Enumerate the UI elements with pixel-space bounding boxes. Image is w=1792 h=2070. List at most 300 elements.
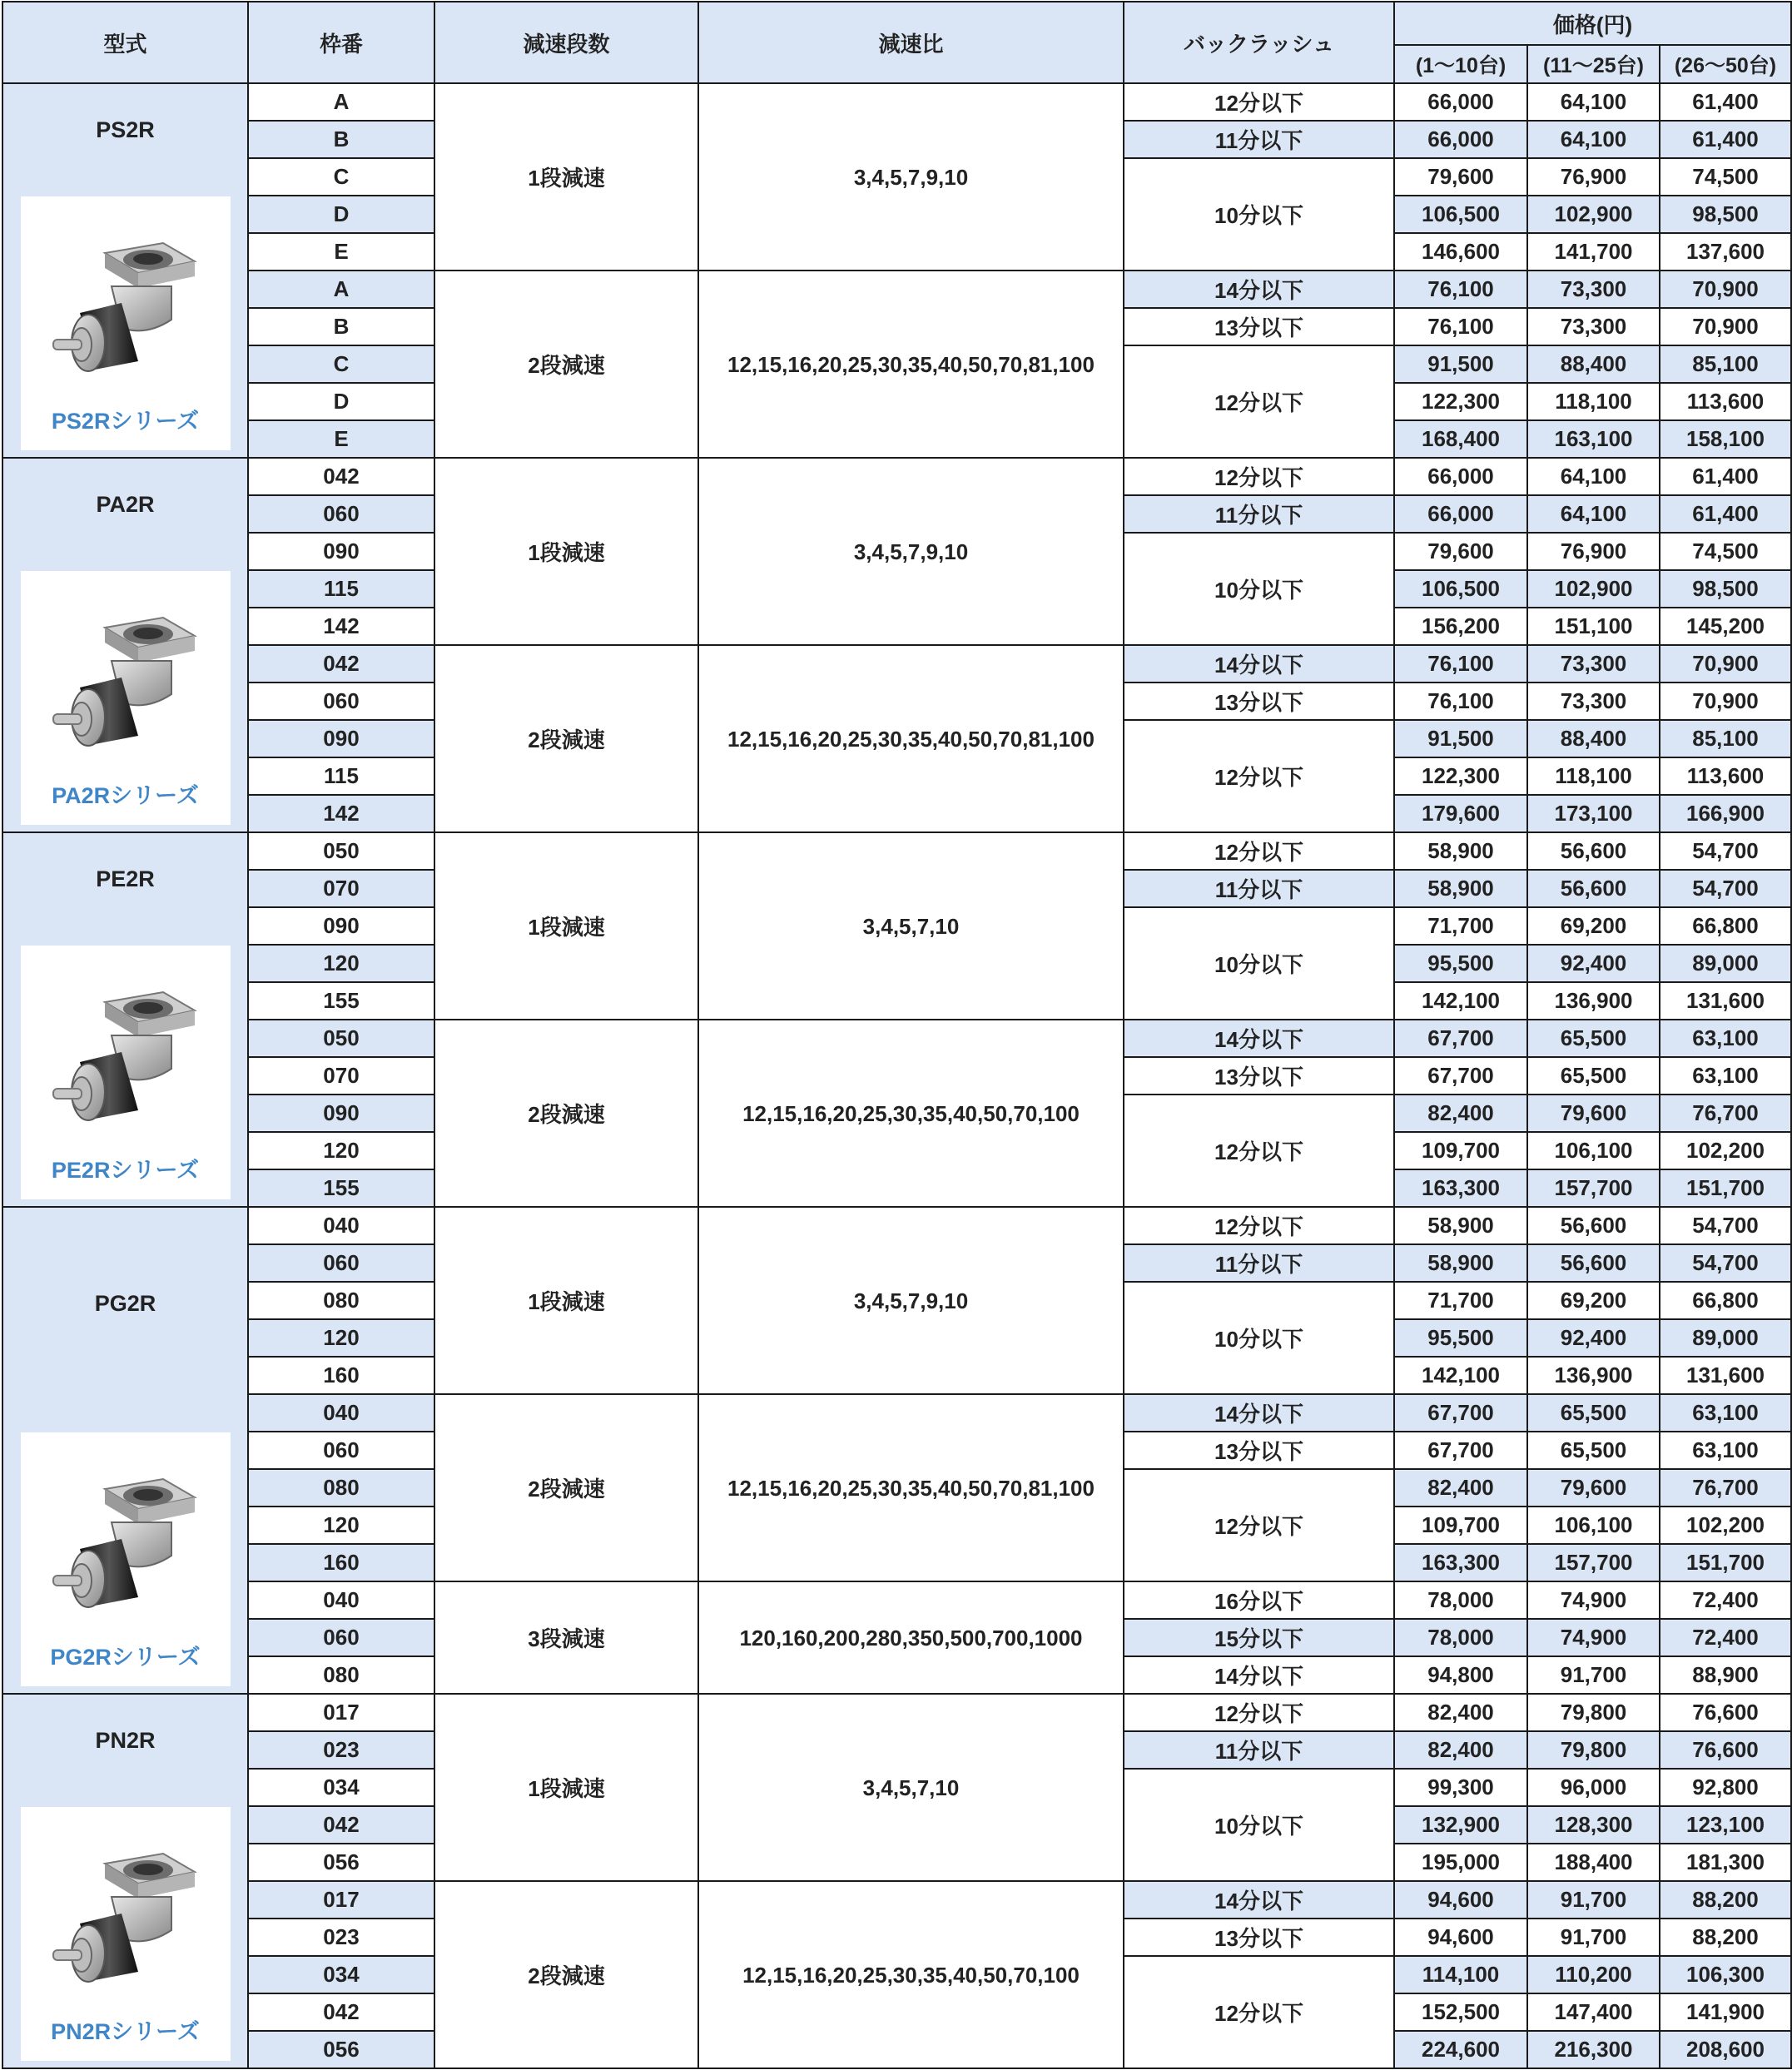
price-cell-26-50: 70,900	[1660, 683, 1791, 720]
price-cell-1-10: 79,600	[1394, 533, 1527, 570]
table-row	[2, 1694, 1791, 1731]
stage-cell: 1段減速	[434, 83, 698, 271]
frame-cell: 155	[248, 1169, 434, 1207]
backlash-cell: 11分以下	[1124, 870, 1394, 907]
price-cell-11-25: 173,100	[1527, 795, 1660, 832]
frame-cell: 040	[248, 1394, 434, 1432]
price-cell-1-10: 78,000	[1394, 1619, 1527, 1656]
ratio-cell: 12,15,16,20,25,30,35,40,50,70,100	[698, 1881, 1124, 2068]
price-cell-11-25: 76,900	[1527, 158, 1660, 196]
frame-cell: 155	[248, 982, 434, 1020]
frame-cell: 042	[248, 1993, 434, 2031]
backlash-cell: 11分以下	[1124, 495, 1394, 533]
ratio-cell: 12,15,16,20,25,30,35,40,50,70,81,100	[698, 271, 1124, 458]
backlash-cell: 14分以下	[1124, 1020, 1394, 1057]
price-cell-11-25: 92,400	[1527, 945, 1660, 982]
model-name: PS2R	[96, 117, 155, 142]
frame-cell: 023	[248, 1731, 434, 1769]
price-cell-1-10: 58,900	[1394, 1207, 1527, 1244]
price-cell-1-10: 132,900	[1394, 1806, 1527, 1844]
backlash-cell: 13分以下	[1124, 683, 1394, 720]
frame-cell: 142	[248, 795, 434, 832]
frame-cell: 034	[248, 1769, 434, 1806]
price-cell-26-50: 151,700	[1660, 1544, 1791, 1581]
frame-cell: 042	[248, 1806, 434, 1844]
frame-cell: 115	[248, 757, 434, 795]
price-cell-11-25: 96,000	[1527, 1769, 1660, 1806]
price-cell-26-50: 72,400	[1660, 1581, 1791, 1619]
frame-cell: 115	[248, 570, 434, 608]
price-cell-11-25: 64,100	[1527, 495, 1660, 533]
price-cell-11-25: 65,500	[1527, 1432, 1660, 1469]
backlash-cell: 13分以下	[1124, 1432, 1394, 1469]
price-cell-26-50: 102,200	[1660, 1132, 1791, 1169]
backlash-cell: 10分以下	[1124, 533, 1394, 645]
price-cell-1-10: 152,500	[1394, 1993, 1527, 2031]
price-cell-26-50: 76,700	[1660, 1469, 1791, 1507]
price-cell-1-10: 78,000	[1394, 1581, 1527, 1619]
ratio-cell: 3,4,5,7,9,10	[698, 458, 1124, 645]
backlash-cell: 11分以下	[1124, 121, 1394, 158]
backlash-cell: 15分以下	[1124, 1619, 1394, 1656]
price-cell-1-10: 82,400	[1394, 1095, 1527, 1132]
price-cell-26-50: 102,200	[1660, 1507, 1791, 1544]
price-cell-11-25: 56,600	[1527, 832, 1660, 870]
ratio-cell: 3,4,5,7,10	[698, 1694, 1124, 1881]
gearbox-illustration	[47, 611, 205, 769]
frame-cell: 120	[248, 1319, 434, 1357]
price-cell-26-50: 88,200	[1660, 1919, 1791, 1956]
gearbox-illustration	[47, 236, 205, 395]
header-stages: 減速段数	[434, 2, 698, 83]
frame-cell: 042	[248, 458, 434, 495]
price-cell-11-25: 65,500	[1527, 1057, 1660, 1095]
price-cell-26-50: 63,100	[1660, 1432, 1791, 1469]
backlash-cell: 14分以下	[1124, 645, 1394, 683]
price-cell-1-10: 66,000	[1394, 495, 1527, 533]
price-cell-26-50: 166,900	[1660, 795, 1791, 832]
price-cell-11-25: 157,700	[1527, 1544, 1660, 1581]
price-cell-26-50: 66,800	[1660, 907, 1791, 945]
price-cell-1-10: 58,900	[1394, 832, 1527, 870]
price-cell-1-10: 79,600	[1394, 158, 1527, 196]
price-cell-26-50: 61,400	[1660, 83, 1791, 121]
price-cell-26-50: 131,600	[1660, 982, 1791, 1020]
price-cell-1-10: 122,300	[1394, 383, 1527, 420]
backlash-cell: 13分以下	[1124, 1919, 1394, 1956]
price-cell-26-50: 106,300	[1660, 1956, 1791, 1993]
frame-cell: 050	[248, 832, 434, 870]
frame-cell: 060	[248, 1619, 434, 1656]
table-row	[2, 1881, 1791, 1919]
backlash-cell: 14分以下	[1124, 271, 1394, 308]
price-cell-1-10: 94,800	[1394, 1656, 1527, 1694]
price-cell-26-50: 92,800	[1660, 1769, 1791, 1806]
price-cell-1-10: 66,000	[1394, 83, 1527, 121]
price-cell-1-10: 106,500	[1394, 570, 1527, 608]
price-cell-11-25: 65,500	[1527, 1020, 1660, 1057]
price-cell-26-50: 141,900	[1660, 1993, 1791, 2031]
frame-cell: 090	[248, 907, 434, 945]
stage-cell: 2段減速	[434, 1394, 698, 1581]
gearbox-illustration	[47, 1472, 205, 1631]
price-cell-11-25: 79,800	[1527, 1731, 1660, 1769]
price-cell-1-10: 58,900	[1394, 870, 1527, 907]
frame-cell: 090	[248, 1095, 434, 1132]
stage-cell: 2段減速	[434, 645, 698, 832]
price-cell-26-50: 70,900	[1660, 308, 1791, 345]
backlash-cell: 11分以下	[1124, 1731, 1394, 1769]
price-cell-11-25: 91,700	[1527, 1881, 1660, 1919]
frame-cell: C	[248, 345, 434, 383]
price-cell-26-50: 151,700	[1660, 1169, 1791, 1207]
backlash-cell: 12分以下	[1124, 832, 1394, 870]
price-cell-11-25: 64,100	[1527, 121, 1660, 158]
price-cell-11-25: 91,700	[1527, 1919, 1660, 1956]
price-cell-11-25: 102,900	[1527, 196, 1660, 233]
price-cell-1-10: 163,300	[1394, 1544, 1527, 1581]
price-cell-11-25: 73,300	[1527, 308, 1660, 345]
backlash-cell: 12分以下	[1124, 345, 1394, 458]
price-cell-1-10: 95,500	[1394, 1319, 1527, 1357]
price-cell-26-50: 208,600	[1660, 2031, 1791, 2068]
header-model: 型式	[2, 2, 248, 83]
table-row	[2, 271, 1791, 308]
price-cell-11-25: 79,800	[1527, 1694, 1660, 1731]
frame-cell: 160	[248, 1544, 434, 1581]
product-image-card	[21, 1807, 231, 2061]
stage-cell: 1段減速	[434, 832, 698, 1020]
frame-cell: D	[248, 196, 434, 233]
price-cell-1-10: 122,300	[1394, 757, 1527, 795]
series-link[interactable]: PE2Rシリーズ	[51, 1158, 200, 1183]
header-ratio: 減速比	[698, 2, 1124, 83]
price-cell-11-25: 79,600	[1527, 1095, 1660, 1132]
price-cell-26-50: 76,700	[1660, 1095, 1791, 1132]
product-image-card	[21, 1432, 231, 1686]
table-row	[2, 83, 1791, 121]
price-cell-1-10: 76,100	[1394, 683, 1527, 720]
header-qty-11-25: (11〜25台)	[1527, 45, 1660, 83]
frame-cell: 080	[248, 1282, 434, 1319]
backlash-cell: 12分以下	[1124, 1469, 1394, 1581]
price-cell-11-25: 56,600	[1527, 1244, 1660, 1282]
price-cell-11-25: 136,900	[1527, 1357, 1660, 1394]
price-cell-1-10: 71,700	[1394, 907, 1527, 945]
series-link[interactable]: PS2Rシリーズ	[51, 409, 200, 434]
frame-cell: B	[248, 308, 434, 345]
backlash-cell: 12分以下	[1124, 83, 1394, 121]
product-image-card	[21, 571, 231, 825]
frame-cell: 090	[248, 533, 434, 570]
stage-cell: 3段減速	[434, 1581, 698, 1694]
price-cell-1-10: 95,500	[1394, 945, 1527, 982]
price-cell-11-25: 64,100	[1527, 458, 1660, 495]
model-cell	[2, 83, 248, 458]
price-cell-26-50: 131,600	[1660, 1357, 1791, 1394]
price-cell-11-25: 73,300	[1527, 683, 1660, 720]
price-cell-11-25: 91,700	[1527, 1656, 1660, 1694]
price-cell-11-25: 110,200	[1527, 1956, 1660, 1993]
price-cell-11-25: 157,700	[1527, 1169, 1660, 1207]
ratio-cell: 12,15,16,20,25,30,35,40,50,70,100	[698, 1020, 1124, 1207]
price-cell-11-25: 118,100	[1527, 383, 1660, 420]
price-cell-1-10: 109,700	[1394, 1507, 1527, 1544]
backlash-cell: 10分以下	[1124, 1282, 1394, 1394]
price-cell-11-25: 102,900	[1527, 570, 1660, 608]
frame-cell: 060	[248, 1244, 434, 1282]
model-name: PN2R	[95, 1728, 156, 1753]
header-frame: 枠番	[248, 2, 434, 83]
frame-cell: 142	[248, 608, 434, 645]
price-cell-26-50: 66,800	[1660, 1282, 1791, 1319]
price-cell-26-50: 63,100	[1660, 1020, 1791, 1057]
table-row	[2, 1207, 1791, 1244]
model-cell	[2, 458, 248, 832]
price-cell-26-50: 61,400	[1660, 121, 1791, 158]
frame-cell: 017	[248, 1881, 434, 1919]
price-cell-26-50: 123,100	[1660, 1806, 1791, 1844]
price-cell-11-25: 73,300	[1527, 271, 1660, 308]
stage-cell: 2段減速	[434, 1881, 698, 2068]
ratio-cell: 3,4,5,7,10	[698, 832, 1124, 1020]
price-cell-11-25: 188,400	[1527, 1844, 1660, 1881]
price-cell-11-25: 76,900	[1527, 533, 1660, 570]
frame-cell: B	[248, 121, 434, 158]
price-cell-1-10: 82,400	[1394, 1694, 1527, 1731]
price-cell-26-50: 85,100	[1660, 720, 1791, 757]
frame-cell: 056	[248, 1844, 434, 1881]
frame-cell: A	[248, 271, 434, 308]
model-cell	[2, 832, 248, 1207]
gearbox-illustration	[47, 985, 205, 1144]
stage-cell: 1段減速	[434, 458, 698, 645]
price-cell-11-25: 163,100	[1527, 420, 1660, 458]
backlash-cell: 16分以下	[1124, 1581, 1394, 1619]
product-image-card	[21, 196, 231, 450]
frame-cell: 120	[248, 1132, 434, 1169]
price-cell-26-50: 54,700	[1660, 870, 1791, 907]
series-link[interactable]: PN2Rシリーズ	[51, 2019, 200, 2044]
frame-cell: 023	[248, 1919, 434, 1956]
price-cell-26-50: 113,600	[1660, 383, 1791, 420]
backlash-cell: 10分以下	[1124, 1769, 1394, 1881]
frame-cell: 017	[248, 1694, 434, 1731]
price-cell-1-10: 76,100	[1394, 308, 1527, 345]
ratio-cell: 12,15,16,20,25,30,35,40,50,70,81,100	[698, 645, 1124, 832]
table-row	[2, 832, 1791, 870]
price-cell-1-10: 114,100	[1394, 1956, 1527, 1993]
stage-cell: 1段減速	[434, 1694, 698, 1881]
frame-cell: 080	[248, 1469, 434, 1507]
price-cell-11-25: 74,900	[1527, 1581, 1660, 1619]
price-cell-1-10: 109,700	[1394, 1132, 1527, 1169]
price-cell-1-10: 66,000	[1394, 458, 1527, 495]
price-cell-26-50: 113,600	[1660, 757, 1791, 795]
frame-cell: 120	[248, 1507, 434, 1544]
price-cell-26-50: 72,400	[1660, 1619, 1791, 1656]
price-cell-11-25: 147,400	[1527, 1993, 1660, 2031]
price-cell-1-10: 67,700	[1394, 1432, 1527, 1469]
price-cell-1-10: 179,600	[1394, 795, 1527, 832]
series-link[interactable]: PA2Rシリーズ	[52, 783, 199, 808]
price-cell-1-10: 94,600	[1394, 1881, 1527, 1919]
ratio-cell: 12,15,16,20,25,30,35,40,50,70,81,100	[698, 1394, 1124, 1581]
price-cell-11-25: 65,500	[1527, 1394, 1660, 1432]
frame-cell: 120	[248, 945, 434, 982]
model-name: PG2R	[94, 1291, 156, 1316]
price-cell-11-25: 106,100	[1527, 1132, 1660, 1169]
price-cell-26-50: 181,300	[1660, 1844, 1791, 1881]
frame-cell: 160	[248, 1357, 434, 1394]
price-cell-26-50: 63,100	[1660, 1394, 1791, 1432]
stage-cell: 2段減速	[434, 1020, 698, 1207]
backlash-cell: 12分以下	[1124, 720, 1394, 832]
price-cell-1-10: 71,700	[1394, 1282, 1527, 1319]
price-cell-26-50: 76,600	[1660, 1731, 1791, 1769]
price-cell-26-50: 61,400	[1660, 495, 1791, 533]
model-name: PE2R	[96, 866, 155, 891]
header-qty-26-50: (26〜50台)	[1660, 45, 1791, 83]
price-cell-11-25: 73,300	[1527, 645, 1660, 683]
price-cell-1-10: 58,900	[1394, 1244, 1527, 1282]
table-row	[2, 458, 1791, 495]
price-cell-26-50: 54,700	[1660, 1207, 1791, 1244]
backlash-cell: 10分以下	[1124, 907, 1394, 1020]
frame-cell: 060	[248, 1432, 434, 1469]
price-cell-11-25: 151,100	[1527, 608, 1660, 645]
price-cell-26-50: 74,500	[1660, 533, 1791, 570]
frame-cell: 050	[248, 1020, 434, 1057]
price-cell-1-10: 76,100	[1394, 271, 1527, 308]
frame-cell: 042	[248, 645, 434, 683]
price-cell-1-10: 156,200	[1394, 608, 1527, 645]
price-cell-1-10: 142,100	[1394, 1357, 1527, 1394]
backlash-cell: 13分以下	[1124, 1057, 1394, 1095]
price-cell-1-10: 94,600	[1394, 1919, 1527, 1956]
frame-cell: E	[248, 420, 434, 458]
product-image-card	[21, 946, 231, 1199]
price-cell-1-10: 82,400	[1394, 1731, 1527, 1769]
price-cell-1-10: 67,700	[1394, 1020, 1527, 1057]
price-cell-26-50: 88,900	[1660, 1656, 1791, 1694]
price-cell-1-10: 99,300	[1394, 1769, 1527, 1806]
model-cell	[2, 1207, 248, 1694]
price-cell-11-25: 88,400	[1527, 345, 1660, 383]
price-cell-1-10: 224,600	[1394, 2031, 1527, 2068]
price-cell-1-10: 67,700	[1394, 1394, 1527, 1432]
price-cell-11-25: 79,600	[1527, 1469, 1660, 1507]
backlash-cell: 14分以下	[1124, 1394, 1394, 1432]
price-cell-1-10: 142,100	[1394, 982, 1527, 1020]
backlash-cell: 14分以下	[1124, 1656, 1394, 1694]
frame-cell: 040	[248, 1207, 434, 1244]
price-cell-11-25: 92,400	[1527, 1319, 1660, 1357]
price-cell-11-25: 74,900	[1527, 1619, 1660, 1656]
price-cell-26-50: 76,600	[1660, 1694, 1791, 1731]
model-name: PA2R	[96, 492, 155, 517]
price-cell-26-50: 54,700	[1660, 832, 1791, 870]
price-cell-26-50: 61,400	[1660, 458, 1791, 495]
gearbox-illustration	[47, 1847, 205, 2005]
frame-cell: 070	[248, 1057, 434, 1095]
frame-cell: 080	[248, 1656, 434, 1694]
price-cell-1-10: 168,400	[1394, 420, 1527, 458]
price-cell-11-25: 88,400	[1527, 720, 1660, 757]
frame-cell: E	[248, 233, 434, 271]
backlash-cell: 13分以下	[1124, 308, 1394, 345]
stage-cell: 1段減速	[434, 1207, 698, 1394]
header-price: 価格(円)	[1394, 2, 1791, 45]
price-cell-26-50: 89,000	[1660, 945, 1791, 982]
price-cell-11-25: 216,300	[1527, 2031, 1660, 2068]
backlash-cell: 14分以下	[1124, 1881, 1394, 1919]
price-cell-11-25: 56,600	[1527, 1207, 1660, 1244]
price-cell-11-25: 64,100	[1527, 83, 1660, 121]
price-cell-1-10: 91,500	[1394, 720, 1527, 757]
price-cell-26-50: 137,600	[1660, 233, 1791, 271]
frame-cell: C	[248, 158, 434, 196]
price-cell-1-10: 163,300	[1394, 1169, 1527, 1207]
header-backlash: バックラッシュ	[1124, 2, 1394, 83]
price-cell-26-50: 54,700	[1660, 1244, 1791, 1282]
table-row	[2, 645, 1791, 683]
price-cell-26-50: 70,900	[1660, 645, 1791, 683]
price-cell-26-50: 145,200	[1660, 608, 1791, 645]
backlash-cell: 12分以下	[1124, 1956, 1394, 2068]
model-cell	[2, 1694, 248, 2068]
ratio-cell: 3,4,5,7,9,10	[698, 1207, 1124, 1394]
table-row	[2, 1581, 1791, 1619]
header-qty-1-10: (1〜10台)	[1394, 45, 1527, 83]
price-cell-26-50: 89,000	[1660, 1319, 1791, 1357]
stage-cell: 2段減速	[434, 271, 698, 458]
price-cell-26-50: 98,500	[1660, 196, 1791, 233]
price-cell-11-25: 56,600	[1527, 870, 1660, 907]
price-cell-26-50: 85,100	[1660, 345, 1791, 383]
price-cell-1-10: 82,400	[1394, 1469, 1527, 1507]
price-cell-26-50: 88,200	[1660, 1881, 1791, 1919]
price-cell-11-25: 69,200	[1527, 907, 1660, 945]
frame-cell: D	[248, 383, 434, 420]
price-cell-1-10: 106,500	[1394, 196, 1527, 233]
price-cell-26-50: 63,100	[1660, 1057, 1791, 1095]
backlash-cell: 12分以下	[1124, 458, 1394, 495]
price-cell-11-25: 128,300	[1527, 1806, 1660, 1844]
price-cell-11-25: 136,900	[1527, 982, 1660, 1020]
price-cell-11-25: 69,200	[1527, 1282, 1660, 1319]
price-cell-1-10: 67,700	[1394, 1057, 1527, 1095]
backlash-cell: 12分以下	[1124, 1095, 1394, 1207]
price-cell-26-50: 158,100	[1660, 420, 1791, 458]
series-link[interactable]: PG2Rシリーズ	[50, 1645, 201, 1670]
frame-cell: 090	[248, 720, 434, 757]
frame-cell: A	[248, 83, 434, 121]
backlash-cell: 11分以下	[1124, 1244, 1394, 1282]
backlash-cell: 12分以下	[1124, 1694, 1394, 1731]
price-table	[2, 1, 1792, 2069]
table-row	[2, 1394, 1791, 1432]
price-cell-1-10: 146,600	[1394, 233, 1527, 271]
price-cell-11-25: 141,700	[1527, 233, 1660, 271]
frame-cell: 060	[248, 495, 434, 533]
price-cell-11-25: 106,100	[1527, 1507, 1660, 1544]
price-cell-1-10: 195,000	[1394, 1844, 1527, 1881]
ratio-cell: 3,4,5,7,9,10	[698, 83, 1124, 271]
frame-cell: 070	[248, 870, 434, 907]
frame-cell: 040	[248, 1581, 434, 1619]
price-cell-26-50: 98,500	[1660, 570, 1791, 608]
